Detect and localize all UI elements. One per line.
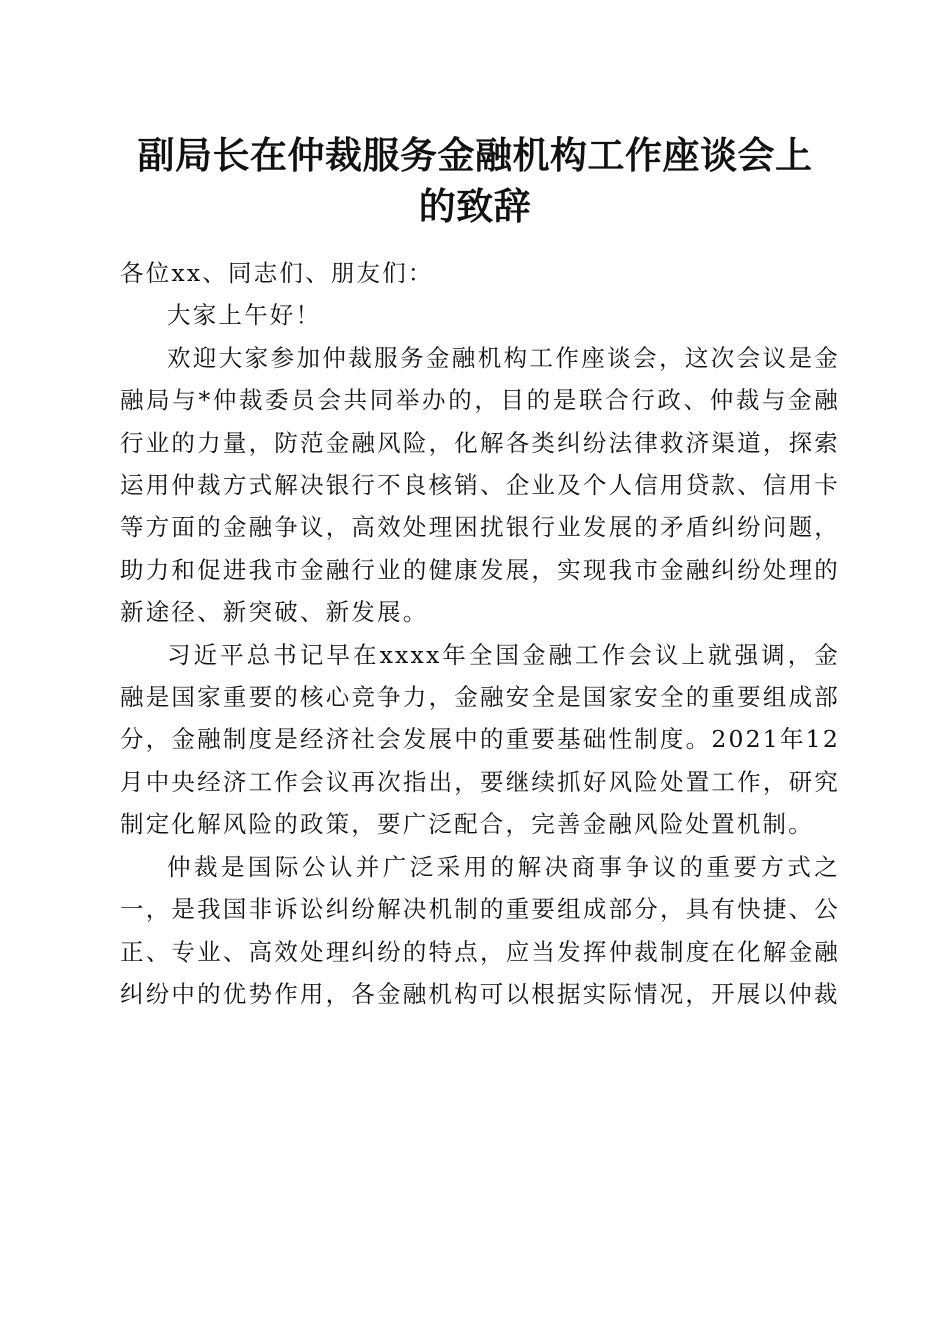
document-title: 副局长在仲裁服务金融机构工作座谈会上的致辞 [137,133,813,228]
paragraph-arbitration: 仲裁是国际公认并广泛采用的解决商事争议的重要方式之一，是我国非诉讼纠纷解决机制的重要组成部分，具有快捷、公正、专业、高效处理纠纷的特点，应当发挥仲裁制度在化解金融纠纷中的优势作用，各金融机构可以根据实际情况，开展以仲裁 [120,852,840,1008]
salutation: 各位xx、同志们、朋友们： [120,259,434,287]
document-body [120,252,840,1015]
paragraph-welcome: 欢迎大家参加仲裁服务金融机构工作座谈会，这次会议是金融局与*仲裁委员会共同举办的，目的是联合行政、仲裁与金融行业的力量，防范金融风险，化解各类纠纷法律救济渠道，探索运用仲裁方式解决银行不良核销、企业及个人信用贷款、信用卡等方面的金融争议，高效处理困扰银行业发展的矛盾纠纷问题，助力和促进我市金融行业的健康发展，实现我市金融纠纷处理的新途径、新突破、新发展。 [120,343,840,627]
paragraph-greeting: 大家上午好！ [167,301,322,330]
paragraph-xi-remarks: 习近平总书记早在xxxx年全国金融工作会议上就强调，金融是国家重要的核心竞争力，金融安全是国家安全的重要组成部分，金融制度是经济社会发展中的重要基础性制度。2021年12月中央经济工作会议再次指出，要继续抓好风险处置工作，研究制定化解风险的政策，要广泛配合，完善金融风险处置机制。 [120,640,840,839]
